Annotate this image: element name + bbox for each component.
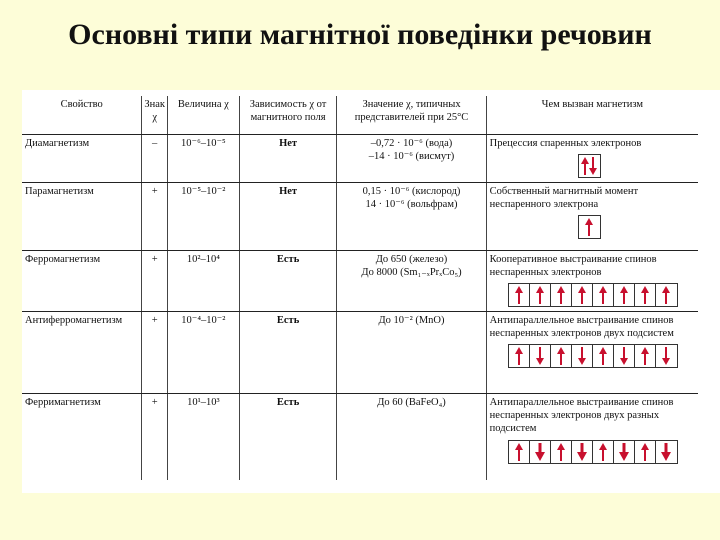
spin-diagram [508, 344, 678, 368]
spin-arrow-icon [572, 345, 593, 367]
cell-property: Антиферромагнетизм [22, 312, 142, 394]
cell-magnitude: 10¹–10³ [167, 394, 239, 480]
spin-arrow-icon [656, 284, 677, 306]
spin-diagram [578, 215, 601, 239]
cell-property: Ферримагнетизм [25, 397, 101, 409]
spin-arrow-icon [551, 441, 572, 463]
cell-dependence: Есть [239, 312, 337, 394]
typical-value-line: До 10⁻² (MnO) [378, 315, 445, 327]
spin-arrow-icon [635, 284, 656, 306]
cell-sign: + [142, 182, 168, 250]
cell-cause [486, 250, 698, 311]
spin-arrow-icon [530, 441, 551, 463]
spin-arrow-icon [530, 284, 551, 306]
table-row [22, 250, 698, 311]
typical-value-line: –0,72 · 10⁻⁶ (вода) [370, 137, 453, 149]
typical-value-line: 0,15 · 10⁻⁶ (кислород) [362, 185, 461, 197]
spin-arrow-icon [614, 345, 635, 367]
magnetism-table [22, 96, 698, 480]
spin-arrow-icon [656, 441, 677, 463]
cell-sign: + [142, 394, 168, 480]
table-row [22, 312, 698, 394]
table-row [22, 182, 698, 250]
spin-arrow-icon [635, 441, 656, 463]
spin-arrow-icon [509, 441, 530, 463]
cell-typical-values [337, 312, 486, 394]
spin-arrow-icon [551, 284, 572, 306]
spin-arrow-icon [635, 345, 656, 367]
cell-dependence: Нет [239, 134, 337, 182]
table-header-row [22, 96, 698, 134]
spin-arrow-icon [593, 345, 614, 367]
spin-arrow-icon [579, 155, 600, 177]
cell-cause [486, 312, 698, 394]
cell-dependence: Нет [239, 182, 337, 250]
header-sign: Знак χ [142, 96, 168, 134]
header-property: Свойство [22, 96, 142, 134]
cell-cause [486, 394, 698, 480]
spin-arrow-icon [593, 441, 614, 463]
cell-cause [486, 182, 698, 250]
spin-arrow-icon [572, 441, 593, 463]
cell-sign: + [142, 312, 168, 394]
cell-property: Парамагнетизм [22, 182, 142, 250]
cell-cause [486, 134, 698, 182]
cause-text: Прецессия спаренных электронов [489, 137, 642, 149]
table-row [22, 394, 698, 480]
cell-sign: + [142, 250, 168, 311]
cause-text: Собственный магнитный момент неспаренного электрона [489, 185, 639, 210]
cell-magnitude: 10⁻⁵–10⁻² [167, 182, 239, 250]
spin-arrow-icon [509, 345, 530, 367]
slide-title: Основні типи магнітної поведінки речовин [68, 18, 652, 51]
table-row [22, 134, 698, 182]
cell-typical-values [337, 134, 486, 182]
spin-arrow-icon [572, 284, 593, 306]
spin-arrow-icon [614, 284, 635, 306]
cell-typical-values [337, 250, 486, 311]
spin-arrow-icon [593, 284, 614, 306]
typical-value-line: –14 · 10⁻⁶ (висмут) [368, 150, 455, 162]
cause-text: Антипараллельное выстраивание спинов неспаренных электронов двух разных подсистем [489, 397, 674, 435]
cell-magnitude: 10⁻⁴–10⁻² [167, 312, 239, 394]
cell-sign: – [142, 134, 168, 182]
header-typical-values: Значение χ, типичных представителей при 25°C [337, 96, 486, 134]
bottom-band [0, 493, 720, 540]
cell-dependence: Есть [239, 394, 337, 480]
typical-value-line: До 8000 (Sm₁₋ₓPrₓCo₅) [361, 266, 462, 278]
cause-text: Кооперативное выстраивание спинов неспаренных электронов [489, 253, 657, 278]
table-sheet [22, 90, 720, 493]
spin-arrow-icon [656, 345, 677, 367]
cause-text: Антипараллельное выстраивание спинов неспаренных электронов двух подсистем [489, 315, 674, 340]
spin-diagram [578, 154, 601, 178]
typical-value-line: До 60 (BaFeO₄) [377, 397, 446, 409]
typical-value-line: 14 · 10⁻⁶ (вольфрам) [365, 198, 458, 210]
spin-diagram [508, 283, 678, 307]
spin-arrow-icon [509, 284, 530, 306]
header-dependence: Зависимость χ от магнитного поля [239, 96, 337, 134]
cell-typical-values [337, 394, 486, 480]
spin-arrow-icon [551, 345, 572, 367]
cell-property: Ферромагнетизм [22, 250, 142, 311]
spin-arrow-icon [614, 441, 635, 463]
cell-magnitude: 10⁻⁶–10⁻⁵ [167, 134, 239, 182]
cell-magnitude: 10²–10⁴ [167, 250, 239, 311]
spin-diagram [508, 440, 678, 464]
typical-value-line: До 650 (железо) [375, 253, 448, 265]
spin-arrow-icon [530, 345, 551, 367]
spin-arrow-icon [579, 216, 600, 238]
cell-typical-values [337, 182, 486, 250]
cell-property: Диамагнетизм [22, 134, 142, 182]
header-magnitude: Величина χ [167, 96, 239, 134]
cell-dependence: Есть [239, 250, 337, 311]
header-cause: Чем вызван магнетизм [486, 96, 698, 134]
